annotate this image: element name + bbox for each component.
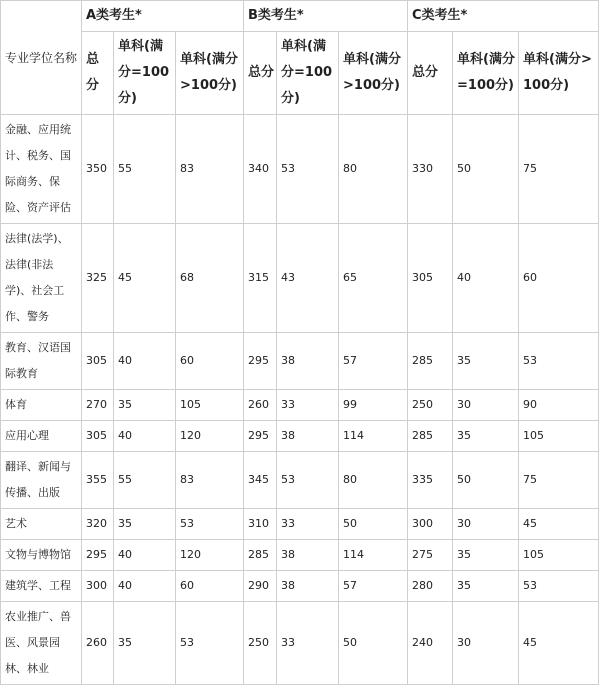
score-cell: 53	[277, 452, 339, 509]
score-cell: 285	[408, 333, 453, 390]
score-cell: 68	[176, 224, 244, 333]
score-cell: 83	[176, 115, 244, 224]
score-cell: 38	[277, 571, 339, 602]
score-cell: 30	[453, 390, 519, 421]
score-cell: 80	[339, 452, 408, 509]
score-cell: 260	[244, 390, 277, 421]
score-cell: 240	[408, 602, 453, 685]
score-cell: 345	[244, 452, 277, 509]
score-cell: 53	[176, 602, 244, 685]
degree-name-cell: 建筑学、工程	[1, 571, 82, 602]
score-cell: 295	[82, 540, 114, 571]
score-cell: 260	[82, 602, 114, 685]
score-cell: 350	[82, 115, 114, 224]
c-total-header: 总分	[408, 32, 453, 115]
score-cell: 114	[339, 540, 408, 571]
degree-name-cell: 教育、汉语国际教育	[1, 333, 82, 390]
score-cell: 33	[277, 602, 339, 685]
score-cell: 33	[277, 390, 339, 421]
score-cell: 35	[114, 390, 176, 421]
b-total-header: 总分	[244, 32, 277, 115]
table-row	[1, 390, 599, 421]
degree-name-cell: 应用心理	[1, 421, 82, 452]
score-cell: 53	[519, 333, 599, 390]
score-cell: 335	[408, 452, 453, 509]
score-cell: 45	[519, 509, 599, 540]
score-cell: 60	[519, 224, 599, 333]
a-single-100-header: 单科(满分=100分)	[114, 32, 176, 115]
score-cell: 355	[82, 452, 114, 509]
score-cell: 250	[408, 390, 453, 421]
table-row	[1, 333, 599, 390]
score-cell: 120	[176, 421, 244, 452]
score-cell: 60	[176, 571, 244, 602]
score-cell: 310	[244, 509, 277, 540]
b-single-100-header: 单科(满分=100分)	[277, 32, 339, 115]
score-cell: 285	[244, 540, 277, 571]
degree-name-cell: 体育	[1, 390, 82, 421]
table-row	[1, 115, 599, 224]
score-cell: 330	[408, 115, 453, 224]
table-row	[1, 421, 599, 452]
score-cell: 40	[453, 224, 519, 333]
c-single-100-header: 单科(满分=100分)	[453, 32, 519, 115]
score-cell: 105	[519, 421, 599, 452]
degree-name-cell: 文物与博物馆	[1, 540, 82, 571]
score-cell: 80	[339, 115, 408, 224]
score-cell: 300	[408, 509, 453, 540]
score-cell: 53	[519, 571, 599, 602]
score-cell: 280	[408, 571, 453, 602]
score-cell: 43	[277, 224, 339, 333]
score-cell: 33	[277, 509, 339, 540]
table-row	[1, 571, 599, 602]
score-cell: 45	[519, 602, 599, 685]
score-cell: 90	[519, 390, 599, 421]
score-cell: 38	[277, 421, 339, 452]
score-cell: 305	[82, 333, 114, 390]
score-cell: 305	[82, 421, 114, 452]
score-cell: 75	[519, 452, 599, 509]
score-cell: 40	[114, 540, 176, 571]
degree-name-cell: 农业推广、兽医、风景园林、林业	[1, 602, 82, 685]
header-row-subjects	[1, 32, 599, 115]
score-cell: 270	[82, 390, 114, 421]
score-cell: 35	[453, 421, 519, 452]
score-cell: 315	[244, 224, 277, 333]
score-cell: 250	[244, 602, 277, 685]
score-cell: 120	[176, 540, 244, 571]
score-cell: 340	[244, 115, 277, 224]
score-cell: 320	[82, 509, 114, 540]
score-cell: 40	[114, 571, 176, 602]
score-cell: 295	[244, 421, 277, 452]
b-single-over100-header: 单科(满分>100分)	[339, 32, 408, 115]
score-cell: 35	[453, 571, 519, 602]
score-cell: 275	[408, 540, 453, 571]
score-cell: 285	[408, 421, 453, 452]
score-cell: 75	[519, 115, 599, 224]
score-cell: 114	[339, 421, 408, 452]
score-cell: 35	[453, 333, 519, 390]
column-title: 专业学位名称	[1, 1, 82, 115]
score-cell: 45	[114, 224, 176, 333]
score-cell: 40	[114, 333, 176, 390]
score-cell: 35	[453, 540, 519, 571]
score-cell: 35	[114, 602, 176, 685]
score-cell: 83	[176, 452, 244, 509]
category-c-header: C类考生*	[408, 1, 599, 32]
c-single-over100-header: 单科(满分>100分)	[519, 32, 599, 115]
score-cell: 38	[277, 333, 339, 390]
table-row	[1, 224, 599, 333]
category-a-header: A类考生*	[82, 1, 244, 32]
table-body	[1, 115, 599, 685]
degree-name-cell: 法律(法学)、法律(非法学)、社会工作、警务	[1, 224, 82, 333]
table-row	[1, 509, 599, 540]
score-cell: 53	[277, 115, 339, 224]
degree-name-cell: 翻译、新闻与传播、出版	[1, 452, 82, 509]
table-row	[1, 452, 599, 509]
score-cell: 65	[339, 224, 408, 333]
degree-name-cell: 艺术	[1, 509, 82, 540]
score-cell: 325	[82, 224, 114, 333]
score-cell: 55	[114, 452, 176, 509]
score-cell: 50	[339, 602, 408, 685]
score-cell: 300	[82, 571, 114, 602]
score-cell: 53	[176, 509, 244, 540]
score-cell: 35	[114, 509, 176, 540]
a-single-over100-header: 单科(满分>100分)	[176, 32, 244, 115]
score-cell: 50	[453, 452, 519, 509]
table-row	[1, 602, 599, 685]
score-cell: 57	[339, 333, 408, 390]
score-cell: 30	[453, 602, 519, 685]
score-cell: 105	[176, 390, 244, 421]
score-cell: 60	[176, 333, 244, 390]
score-cell: 40	[114, 421, 176, 452]
score-cell: 38	[277, 540, 339, 571]
degree-name-cell: 金融、应用统计、税务、国际商务、保险、资产评估	[1, 115, 82, 224]
table-row	[1, 540, 599, 571]
score-cell: 30	[453, 509, 519, 540]
category-b-header: B类考生*	[244, 1, 408, 32]
score-cell: 50	[339, 509, 408, 540]
score-cell: 295	[244, 333, 277, 390]
header-row-categories	[1, 1, 599, 32]
a-total-header: 总分	[82, 32, 114, 115]
score-cell: 305	[408, 224, 453, 333]
score-cell: 99	[339, 390, 408, 421]
score-cell: 290	[244, 571, 277, 602]
score-cell: 57	[339, 571, 408, 602]
score-cell: 105	[519, 540, 599, 571]
score-cell: 55	[114, 115, 176, 224]
score-cell: 50	[453, 115, 519, 224]
